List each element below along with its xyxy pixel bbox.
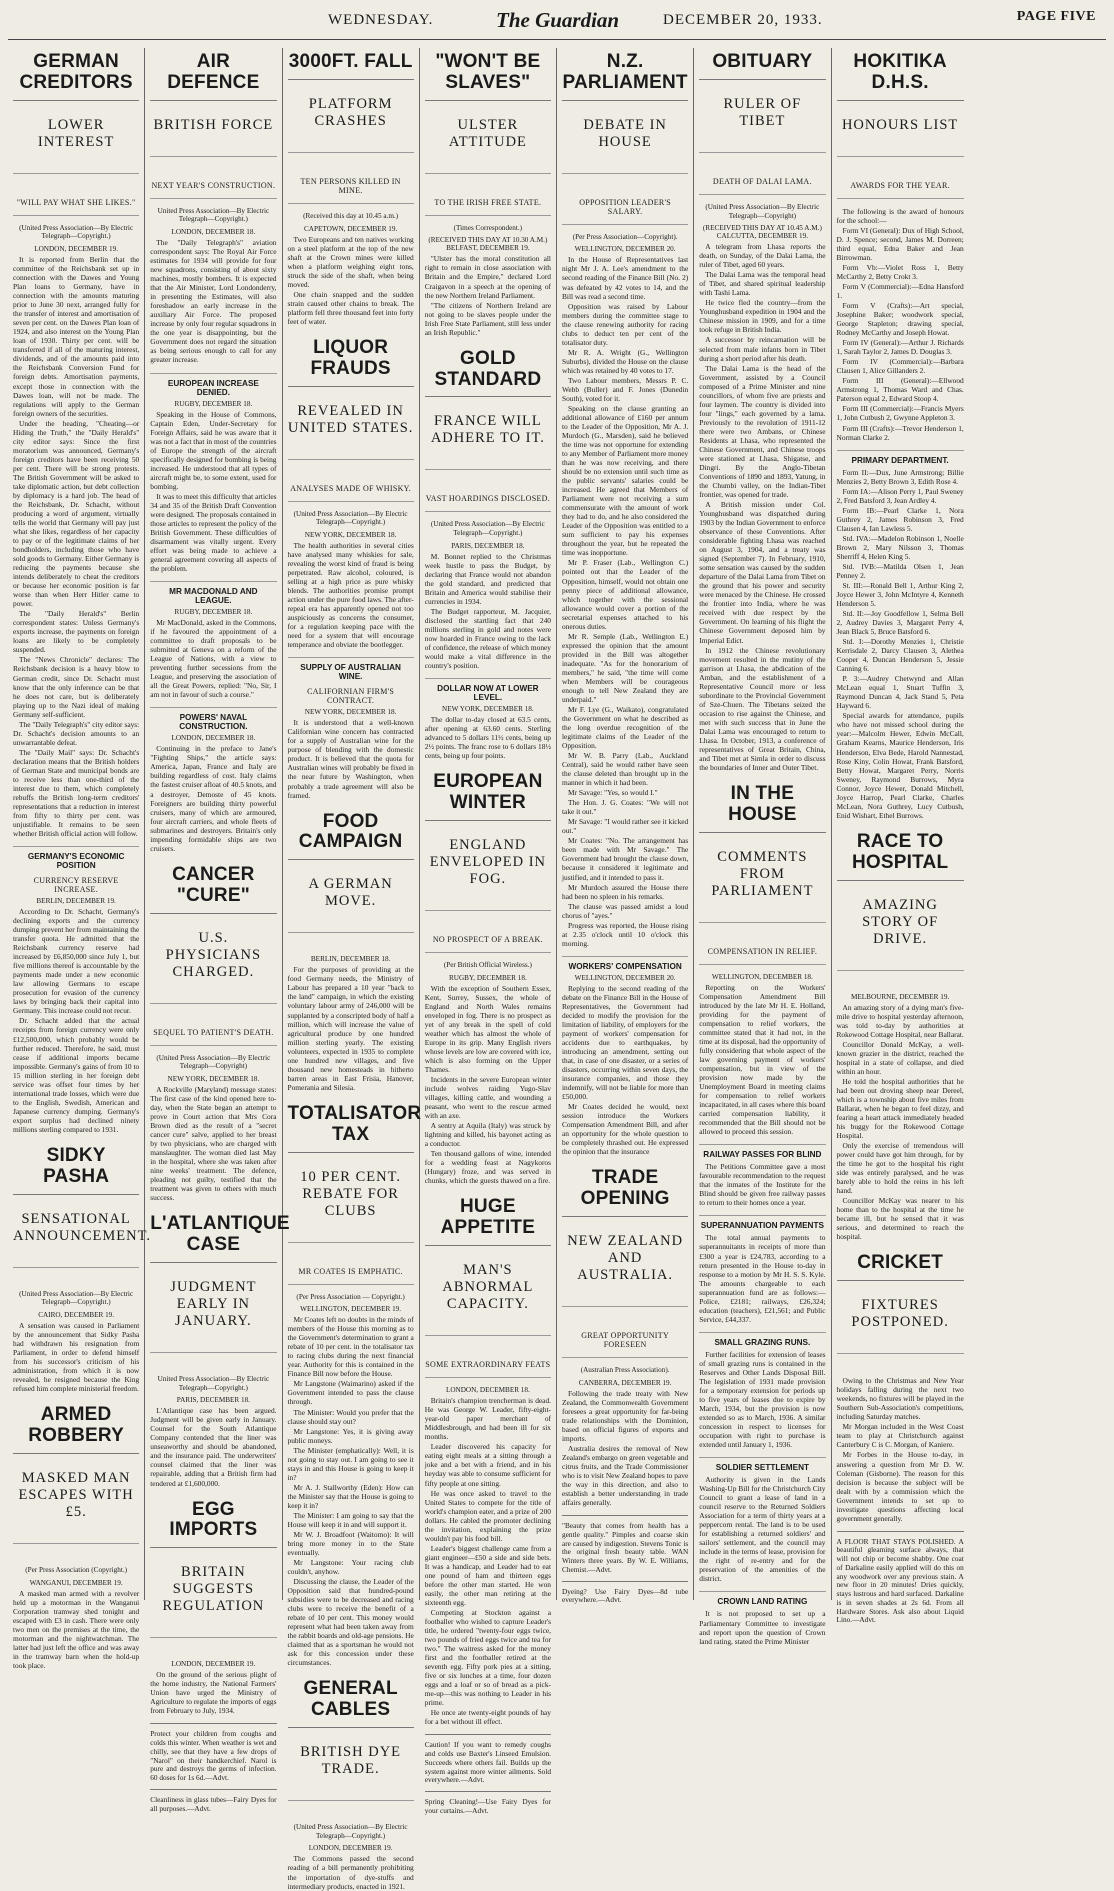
press-credit: (United Press Association—By Electric Telegraph—Copyright.) <box>293 1823 408 1840</box>
paragraph: The "Daily Mail" says: Dr. Schacht's declaration means that the British holders of German State and municipal bonds are to receive less than one-third of the interest due to them, which completely rebuffs the British long-term creditors' representations that a reduction in interest from fifty to thirty per cent. was unjustifiable. It remains to be seen whether British official action will follow. <box>13 747 140 839</box>
article <box>699 780 825 1136</box>
press-credit: (Per British Official Wireless.) <box>443 961 532 970</box>
subheading: CALIFORNIAN FIRM'S CONTRACT. <box>307 687 395 706</box>
subheading: SOLDIER SETTLEMENT <box>699 1457 825 1472</box>
article <box>562 48 688 948</box>
dateline: LONDON, DECEMBER 18. <box>171 228 256 237</box>
columns <box>8 48 1106 1891</box>
subheading: OPPOSITION LEADER'S SALARY. <box>562 196 688 225</box>
paragraph: Mr Langstone (Waimarino) asked if the Government intended to pass the clause through. <box>287 1379 414 1407</box>
paragraph: Mr P. Fraser (Lab., Wellington C.) pointed out that the Leader of the Opposition, himself, would not obtain one penny piece of additional allowance, which together with the sessional allowance would cover a portion of the secretarial expenses attached to his onerous duties. <box>562 558 689 631</box>
paragraph: A successor by reincarnation will be selected from male infants born in Tibet during a short period after his death. <box>699 335 826 363</box>
press-credit: (Times Correspondent.) <box>453 223 523 232</box>
subheading: U.S. PHYSICIANS CHARGED. <box>150 922 276 1004</box>
paragraph: The Petitions Committee gave a most favourable recommendation to the request that the inmates of the Institute for the Blind should be given free railway passes to return to their homes once a year. <box>699 1162 826 1208</box>
paragraph: Councillor McKay was nearer to his home than to the hospital at the time he became ill, but he sensed that it was serious, and determined to reach the hospital. <box>836 1196 964 1242</box>
paragraph: One chain snapped and the sudden strain caused other chains to break. The platform fell three thousand feet into forty feet of water. <box>287 289 414 326</box>
subheading: MAN'S ABNORMAL CAPACITY. <box>425 1254 551 1336</box>
paragraph: With the exception of Southern Essex, Kent, Surrey, Sussex, the whole of England and North Wales remains enveloped in fog. There is no prospect as yet of any break in the spell of cold weather which has almost the whole of Europe in its grip. Many English rivers whose levels are low are covered with ice, which is also forming on the Upper Thames. <box>424 983 551 1075</box>
paragraph: Form V (Crafts):—Art special, Josephine Baker; woodwork special, George Stapleton; drawing special, Rodney McCarthy and Joseph Howat. <box>836 301 964 338</box>
press-credit: (Per Press Association—Copyright). <box>572 232 678 241</box>
paragraph: Std. I:—Dorothy Menzies 1, Christie Kerrisdale 2, Darcy Clausen 3, Alethea Cooper 4, Duncan Henderson 5, Jessie Canning 6. <box>836 637 964 674</box>
paragraph: Mr Murdoch assured the House there had been no spleen in his remarks. <box>562 882 689 901</box>
paragraph: The Minister (emphatically): Well, it is not going to stay out. I am going to see it stays in and this House is going to keep it in? <box>287 1445 414 1482</box>
subheading: SMALL GRAZING RUNS. <box>699 1332 825 1347</box>
paragraph: Form III (General):—Ellwood Armstrong 1, Thomas Ward and Chas. Paterson equal 2, Edward Stoop 4. <box>836 376 964 404</box>
paragraph: Discussing the clause, the Leader of the Opposition said that hundred-pound subsidies were to be decreased and racing clubs were to receive the benefit of a rebate of 10 per cent. This money would represent what had been taken away from the rabbit boards and old-age pensions. He claimed that as a sportsman he would not ask for this concession under these circumstances. <box>287 1577 414 1668</box>
paragraph: Following the trade treaty with New Zealand, the Commonwealth Government foresees a great opportunity for far-being trade relationships with the Dominion, based on official figures of exports and imports. <box>562 1388 689 1443</box>
paragraph: Form IA:—Alison Perry 1, Paul Sweney 2, Fred Batsford 3, Jean Ardley 4. <box>836 486 964 505</box>
paragraph: Further facilities for extension of leases of small grazing runs is contained in the Reserves and Other Lands Disposal Bill. The legislation of 1931 made provision for a temporary extension for periods up to five years of leases due to expire by March, 1934, but the provision is now extended so as to March, 1936. A similar concession in respect to licenses for occupation with right to purchase is extended until January 1, 1936. <box>699 1349 826 1450</box>
paragraph: P. 3:—Audrey Chetwynd and Allan McLean equal 1, Stuart Tuffin 3, Raymond Duncan 4, Jack Stand 5, Peta Hayward 6. <box>836 674 964 711</box>
paragraph: A British mission under Col. Younghusband was dispatched during 1903 by the Indian Government to enforce observance of these Conventions. After considerable fighting Lhasa was reached on August 3, 1904, and a treaty was signed (September 7). In February, 1910, some sensation was caused by the sudden departure of the Dalai Lama from Tibet on the ground that his power and security were menaced by the Chinese. He crossed the frontier into India, where he was received with due respect by the Government. On learning of his flight the Chinese Government deposed him by Imperial Edict. <box>699 500 826 645</box>
press-credit: (Australian Press Association). <box>580 1366 670 1375</box>
column-3 <box>283 48 422 1891</box>
headline: IN THE HOUSE <box>699 780 825 833</box>
article <box>150 1210 290 1488</box>
subheading: TO THE IRISH FREE STATE. <box>425 196 551 216</box>
column-5 <box>557 48 694 1605</box>
subheading: GREAT OPPORTUNITY FORESEEN <box>562 1329 688 1358</box>
press-credit: United Press Association—By Electric Telegraph—Copyright.) <box>157 1374 270 1392</box>
advertisement: Spring Cleaning!—Use Fairy Dyes for your curtains.—Advt. <box>425 1791 551 1816</box>
paragraph: Mr R. Semple (Lab., Wellington E.) expressed the opinion that the amount provided in the Bill was altogether inadequate. "As for the honorarium of members," he said, "the time will come when Members will be courageous enough to tell New Zealand they are underpaid." <box>562 631 689 704</box>
article <box>562 1164 688 1507</box>
paragraph: The Minister: Would you prefer that the clause should stay out? <box>287 1407 414 1426</box>
paragraph: Mr A. J. Stallworthy (Eden): How can the Minister say that the House is going to keep it in? <box>287 1482 414 1510</box>
dateline: WANGANUI, DECEMBER 19. <box>29 1578 123 1587</box>
article <box>150 48 276 365</box>
paragraph: Mr Morgan included in the West Coast team to play at Christchurch against Canterbury C is C. Morgan, of Kaniere. <box>836 1422 964 1450</box>
paragraph: M. Bonnet replied to the Christmas week hustle to pass the Budget, by declaring that France would not abandon the gold standard, and predicted that Britain and America would stabilise their currencies in 1934. <box>424 551 551 606</box>
paragraph: Std. IVB:—Matilda Olsen 1, Jean Penney 2. <box>836 561 964 580</box>
paragraph: He once ate twenty-eight pounds of hay for a bet without ill effect. <box>424 1708 551 1727</box>
subheading: DEBATE IN HOUSE <box>562 109 688 174</box>
paragraph: Opposition was raised by Labour members during the committee stage to the clause renewing authority for racing clubs to deduct ten per cent of the totalisator duty. <box>562 301 689 347</box>
paragraph: Two Europeans and ten natives working on a steel platform at the top of the new shaft at the Crown mines were killed when a platform weighing eight tons, struck the side of the shaft, when being moved. <box>287 234 414 289</box>
dateline: LONDON, DECEMBER 19. <box>308 1844 393 1853</box>
paragraph: Form IB:—Pearl Clarke 1, Nora Guthrey 2, James Robinson 3, Fred Clausen 4, Ian Lawless 5. <box>836 505 964 533</box>
paragraph: A sentry at Aquila (Italy) was struck by lightning and killed, his bayonet acting as a conductor. <box>424 1121 551 1149</box>
article <box>288 48 414 326</box>
subheading: AMAZING STORY OF DRIVE. <box>837 889 964 971</box>
headline: 3000FT. FALL <box>288 48 414 80</box>
dateline: RUGBY, DECEMBER 18. <box>174 399 253 408</box>
dateline: WELLINGTON, DECEMBER 19. <box>300 1305 402 1314</box>
paragraph: The Minister: I am going to say that the House will keep it in and will support it. <box>287 1510 414 1529</box>
article <box>288 1675 414 1890</box>
subheading: PLATFORM CRASHES <box>288 88 414 153</box>
paragraph: Form Vb:—Violet Ross 1, Betty McCarthy 2, Betty Crokt 3. <box>836 262 964 281</box>
paragraph: The Commons passed the second reading of a bill permanently prohibiting the importation of dye-stuffs and intermediary products, enacted in 1921. <box>287 1854 414 1891</box>
subheading: WORKERS' COMPENSATION <box>562 956 688 971</box>
article <box>699 1332 825 1449</box>
article <box>288 657 414 799</box>
paragraph: Competing at Stockton against a footballer who wished to capture Leader's title, he ordered "twenty-four eggs twice, two pounds of fried eggs twice and tea for two." The waitress asked for the money first and the footballer retired at the seventh egg. Fifty pork pies at a sitting, five or six lunches at a time, four dozen eggs and a loaf or so of bread as a pick-me-up—this was nothing to Leader in his prime. <box>424 1607 551 1708</box>
dateline: (RECEIVED THIS DAY AT 10.30 A.M.) BELFAST, DECEMBER 19. <box>428 236 548 253</box>
masthead-date: DECEMBER 20, 1933. <box>663 12 823 28</box>
paragraph: Progress was reported, the House rising at 2.35 o'clock until 10 o'clock this morning. <box>562 920 689 948</box>
press-credit: (United Press Association—By Electric Telegraph—Copyright.) <box>19 1289 134 1307</box>
headline: L'ATLANTIQUE CASE <box>150 1210 276 1263</box>
paragraph: Form V (Commercial):—Edna Hansford 1. <box>836 282 964 301</box>
subheading: "WILL PAY WHAT SHE LIKES." <box>13 196 139 216</box>
article <box>150 861 276 1202</box>
subheading: DEATH OF DALAI LAMA. <box>699 175 825 195</box>
headline: EGG IMPORTS <box>150 1496 276 1549</box>
paragraph: Speaking on the clause granting an additional allowance of £160 per annum to the Leader of the Opposition, Mr A. J. Murdoch (G., Marsden), said he believed the time was not opportune for extending to any Member of Parliament more money than he was now receiving, and there should be no extension until such time as the public servants' salaries could be increased. He agreed that Members of Parliament were not receiving a sum commensurate with the amount of work they had to do, and he also considered the Leader of the Opposition was entitled to a sum sufficient to pay his expenses throughout the year, but he repeated the time was inopportune. <box>562 403 689 558</box>
article <box>287 1100 422 1668</box>
paragraph: Replying to the second reading of the debate on the Finance Bill in the House of Representatives, the Government had decided to modify the provision for the limitation of liability, of employers for the payment of workers' compensation for accidents due to earthquakes, by introducing an amendment, setting out that, in case of one disaster, or a series of disasters, occurring within seven days, the insurance companies, and those they indemnify, will not be liable for more than £50,000. <box>562 983 689 1102</box>
subheading: RULER OF TIBET <box>699 88 825 153</box>
article <box>425 768 551 1185</box>
paragraph: He twice fled the country—from the Younghusband expedition in 1904 and the Chinese mission in 1909, and for a time took refuge in British India. <box>699 298 826 335</box>
paragraph: Mr R. A. Wright (G., Wellington Suburbs), divided the House on the clause which was retained by 40 votes to 17. <box>562 347 689 375</box>
paragraph: The total annual payments to superannuitants in receipts of more than £300 a year is £24,783, according to a return presented in the House to-day in response to a motion by Mr H. S. S. Kyle. The amounts chargeable to each superannuation fund are as follows:—Police, £2181; railways, £26,324; education (teachers), £21,561; and Public Service, £44,337. <box>699 1233 826 1324</box>
advertisement: Protect your children from coughs and colds this winter. When weather is wet and chilly, see that they have a few drops of "Narol" on their handkerchief. Narol is pure and destroys the germs of infection. 60 doses for 1s 6d.—Advt. <box>150 1723 276 1783</box>
press-credit: (United Press Association—By Electric Telegraph—Copyright.) <box>430 520 545 538</box>
paragraph: The "Daily Herald's" Berlin correspondent states: Unless Germany's exports increase, the payments on foreign loans are likely to be completely suspended. <box>13 609 140 655</box>
article <box>13 1142 151 1394</box>
subheading: HONOURS LIST <box>837 109 964 157</box>
paragraph: Only the exercise of tremendous will power could have got him through, for by the time he got to the hospital his right side was entirely paralysed, and he was barely able to hold the reins in his left hand. <box>836 1141 964 1196</box>
paragraph: According to Dr. Schacht, Germany's declining exports and the currency dumping prevent her from maintaining the transfer quota. He admitted that the Reichsbank currency reserve had increased by £6,850,000 since July 1, but five millions thereof is accountable by the payments made under a new economic law allowing Germans to escape prosecution for evasion of the currency laws by bringing back their capital into Germany. This increase could not recur. <box>13 907 140 1016</box>
subheading: SUPPLY OF AUSTRALIAN WINE. <box>288 657 414 681</box>
article <box>150 707 276 852</box>
paragraph: "The citizens of Northern Ireland are not going to be slaves people under the Irish Free State Parliament, still less under an Irish Republic." <box>424 300 551 337</box>
headline: "WON'T BE SLAVES" <box>425 48 551 101</box>
press-credit: (United Press Association—By Electric Telegraph—Copyright) <box>705 202 820 220</box>
headline: GERMAN CREDITORS <box>13 48 139 101</box>
dateline: WELLINGTON, DECEMBER 20. <box>574 245 676 254</box>
paragraph: He was once asked to travel to the United States to compete for the title of world's champion eater, and a prize of 200 dollars. He cabled the promoter declining the invitation, explaining the prize wouldn't pay his food bill. <box>424 1488 551 1543</box>
paragraph: It is understood that a well-known Californian wine concern has contracted for a supply of Australian wine for the purpose of blending with the domestic product. It is believed that the quota for Australian wines will probably be fixed in the near future by Washington, when probably a trade agreement will also be framed. <box>287 718 414 800</box>
subheading: CURRENCY RESERVE INCREASE. <box>33 876 119 895</box>
subheading: NO PROSPECT OF A BREAK. <box>425 933 551 953</box>
column-1 <box>8 48 151 1670</box>
subheading: A GERMAN MOVE. <box>288 868 414 933</box>
subheading: VAST HOARDINGS DISCLOSED. <box>425 492 551 512</box>
paragraph: Std. II:—Joy Goodfellow 1, Selma Bell 2, Audrey Davies 3, Margaret Perry 4, Jean Black 5, Bruce Batsford 6. <box>836 609 964 637</box>
dateline: LONDON, DECEMBER 18. <box>171 734 256 743</box>
dateline: MELBOURNE, DECEMBER 19. <box>851 992 950 1001</box>
dateline: BERLIN, DECEMBER 19. <box>36 897 116 906</box>
advertisement: Cleanliness in glass tubes—Fairy Dyes for all purposes.—Advt. <box>150 1789 276 1814</box>
headline: N.Z. PARLIAMENT <box>562 48 688 101</box>
advertisement: "Beauty that comes from health has a gentle quality." Pimples and coarse skin are caused by indigestion. Stevens Tonic is the original fresh beauty table. WAN Winters three years. By W. E. Williams, Chemist.—Advt. <box>562 1515 688 1575</box>
paragraph: Special awards for attendance, pupils who have not missed school during the year:—Malcolm Hewer, Edwin McCall, Graham Kearns, Maurice Henderson, Iris Henderson, Elva Bede, Harold Nannestad, Rose Kiny, Colin Howat, Frank Batsford, Betty Howat, Margaret Perry, Norris Sweney, Raymond Burrows, Myra Connor, Joyce Hewer, Donald Mitchell, Joyce Harrop, Pearl Clarke, Charles McLean, Nora Guthrey, Lucy Cutbush, Enid Wishart, Ethel Burrows. <box>836 711 964 820</box>
subheading: MR MACDONALD AND LEAGUE. <box>150 581 276 605</box>
paragraph: Mr MacDonald, asked in the Commons, if he favoured the appointment of a committee to draft proposals to be submitted at Geneva on a reform of the League of Nations, with a view to preventing further secessions from the League, and preserving the association of all the Great Powers, replied: "No, Sir, I am not in favour of such a course." <box>150 618 277 700</box>
article <box>699 1215 825 1323</box>
article <box>13 48 139 838</box>
subheading: FRANCE WILL ADHERE TO IT. <box>425 405 551 470</box>
subheading: BRITISH FORCE <box>150 109 276 157</box>
dateline: (RECEIVED THIS DAY AT 10.45 A.M.) CALCUTTA, DECEMBER 19. <box>702 224 822 241</box>
subheading: NEW ZEALAND AND AUSTRALIA. <box>562 1225 688 1307</box>
press-credit: (United Press Association—By Electric Telegraph—Copyright) <box>156 1053 271 1071</box>
subheading: MASKED MAN ESCAPES WITH £5. <box>13 1462 139 1544</box>
subheading: SOME EXTRAORDINARY FEATS <box>425 1358 551 1378</box>
subheading: BRITISH DYE TRADE. <box>288 1736 414 1801</box>
article <box>13 1401 139 1670</box>
column-6 <box>694 48 831 1646</box>
article <box>699 48 825 772</box>
dateline: PARIS, DECEMBER 18. <box>176 1396 250 1405</box>
paragraph: Under the heading, "Cheating—or Hiding the Truth," the "Daily Herald's" city editor says: Since the first moratorium was announced, Germany's foreign creditors have been receiving 50 per cent. There will be strong protests. The British Government will be asked to take diplomatic action, but debt collection by diplomacy is a hard job. The head of the Reichsbank, Dr. Schacht, without producing a word of argument, virtually tells the world that Germany will pay just what she likes, regardless of her capacity to pay or of the legitimate claims of her bondholders, including those who have sold goods to Germany. Either Germany is reducing the payments because she intends deliberately to cheat the creditors or because her economic position is far worse than when Herr Hitler came to power. <box>13 418 140 609</box>
paragraph: A telegram from Lhasa reports the death, on Sunday, of the Dalai Lama, the ruler of Tibet, aged 60 years. <box>699 242 826 270</box>
paragraph: Mr W. J. Broadfoot (Waitomo): It will bring more money in to the State eventually. <box>287 1529 414 1557</box>
advertisement: Caution! If you want to remedy coughs and colds use Baxter's Linseed Emulsion. Succeeds where others fail. Builds up the system against more winter ailments. Sold everywhere.—Advt. <box>425 1734 551 1785</box>
subheading: SEQUEL TO PATIENT'S DEATH. <box>150 1026 276 1046</box>
paragraph: Form IV (Commercial):—Barbara Clausen 1, Alice Gillanders 2. <box>836 357 964 376</box>
subheading: BRITAIN SUGGESTS REGULATION <box>150 1556 276 1638</box>
paragraph: He told the hospital authorities that he had been out droving sheep near Dereel, which is a township about five miles from Ballarat, when he began to feel dizzy, and fearing a heart attack immediately headed his buggy for the Rokewood Cottage Hospital. <box>836 1076 964 1140</box>
subheading: JUDGMENT EARLY IN JANUARY. <box>150 1271 276 1353</box>
paragraph: Leader discovered his capacity for eating eight meals at a sitting through a joke and a bet with a friend, and in his heyday was able to consume sufficient for fifty people at one sitting. <box>424 1442 551 1488</box>
dateline: NEW YORK, DECEMBER 18. <box>304 708 397 717</box>
headline: TOTALISATOR TAX <box>288 1100 414 1153</box>
paragraph: It is reported from Berlin that the committee of the Reichsbank set up in connection with the Dawes and Young Plan loans to Germany, have in connection with the amounts maturing prior to June 30 next, arranged fully for the transfer of interest and amortisation of seven per cent. on the Dawes Plan loan of 1924, and also interest on the Young Plan loan of 1930. Thirty per cent. will be transferred if all of the maturing interest, dividends, and of the amounts paid into the Reichsbank Conversion Fund for foreign debts. Amortisation payments, except those in connection with the Dawes loan, will not be made. The regulations will apply to the German foreign owners of the securities. <box>13 255 140 418</box>
subheading: ENGLAND ENVELOPED IN FOG. <box>425 829 551 911</box>
headline: LIQUOR FRAUDS <box>288 334 414 387</box>
paragraph: For the purposes of providing at the food Germany needs, the Ministry of Labour has prepared a 10 year "back to the land" campaign, in which the existing voluntary labour army of 246,000 will be supplanted by a conscripted body of half a million, which will increase the value of agricultural produce by one hundred million sterling yearly. The existing volunteers, expected in 1935 to complete one hundred new villages, and five thousand new homesteads in hitherto barren areas in East Frisia, Hanover, Pomerania and Silesia. <box>287 965 414 1092</box>
dateline: NEW YORK, DECEMBER 18. <box>442 705 534 714</box>
subheading: ANALYSES MADE OF WHISKY. <box>288 482 414 502</box>
press-credit: (United Press Association—By Electric Telegraph—Copyright.) <box>293 509 408 527</box>
headline: CANCER "CURE" <box>150 861 276 914</box>
paragraph: L'Atlantique case has been argued. Judgment will be given early in January. Counsel for the South Atlantique Company contended that the liner was unseaworthy and should be abandoned, and the insurance paid. The underwriters' counsel claimed that the liner was repairable, adding that a British firm had tendered at £1,600,000. <box>150 1406 277 1488</box>
paragraph: The health authorities in several cities have analysed many whiskies for sale, revealing the worst kind of fraud is being perpetrated. Raw alcohol, coloured, is selling at a high price as pure whisky blends. The authorities promise prompt action under the pure food laws. The after-repeal era has apparently opened not too auspiciously as concerns the consumer, for a regulation keeping pace with the need for a system that will encourage temperance and obviate the bootlegger. <box>287 540 414 650</box>
press-credit: (Per Press Association (Copyright.) <box>25 1565 128 1574</box>
headline: TRADE OPENING <box>562 1164 688 1217</box>
headline: GOLD STANDARD <box>425 345 551 398</box>
paragraph: A sensation was caused in Parliament by the announcement that Sidky Pasha had withdrawn his resignation from Parliament, in order to defend himself from his successor's criticism of his administration, from which it is now revealed, he resigned because the King refused him complete ministerial freedom. <box>13 1320 140 1394</box>
subheading: DOLLAR NOW AT LOWER LEVEL. <box>425 678 551 702</box>
paragraph: Mr Coates left no doubts in the minds of members of the House this morning as to the Government's determination to grant a rebate of 10 per cent. in the totalisator tax to racing clubs during the next financial year. Authority for this is contained in the Finance Bill now before the House. <box>287 1315 414 1379</box>
subheading: GERMANY'S ECONOMIC POSITION <box>13 846 139 870</box>
paragraph: It was to meet this difficulty that articles 34 and 35 of the British Draft Convention were designed. The proposals contained in those articles to represent the policy of the British Government. These difficulties of disarmament was vitally urgent. Every effort was being made to achieve a general agreement covering all aspects of the problem. <box>150 491 277 574</box>
headline: OBITUARY <box>699 48 825 80</box>
paragraph: Owing to the Christmas and New Year holidays falling during the next two weekends, no fixtures will be played in the Southern Sub-Association's competitions, including Saturday matches. <box>836 1376 964 1422</box>
dateline: NEW YORK, DECEMBER 18. <box>304 530 397 539</box>
headline: AIR DEFENCE <box>150 48 276 101</box>
paragraph: The following is the award of honours for the school:— <box>836 206 964 225</box>
article <box>699 1591 825 1645</box>
dateline: PARIS, DECEMBER 18. <box>451 541 525 550</box>
paragraph: The Dalai Lama is the head of the Government, assisted by a Council composed of a Prime Minister and nine councillors, of whom five are priests and four laymen. The country is divided into four "lings," each governed by a lama. Previously to the revolution of 1911-12 there were two Ambans, or Chinese Residents at Lhasa, who represented the Chinese Government, and Chinese troops were stationed at Lhasa, Shigatse, and Dingri. By the Anglo-Tibetan Conventions of 1890 and 1893, Yatung, in the Chumbi valley, on the Indian-Tibet frontier, was opened for trade. <box>699 363 826 500</box>
paragraph: Form IV (General):—Arthur J. Richards 1, Sarah Taylor 2, James D. Douglas 3. <box>836 338 964 357</box>
subheading: COMMENTS FROM PARLIAMENT <box>699 841 825 923</box>
paragraph: The "Daily Telegraph's" city editor says: Dr. Schacht's decision amounts to an unwarrantable defeat. <box>13 719 140 747</box>
subheading: CROWN LAND RATING <box>699 1591 825 1606</box>
paragraph: Reporting on the Workers' Compensation Amendment Bill introduced by the late Mr H. E. Holland, providing for the payment of compensation to relief workers, the committee stated that it had not, in the time at its disposal, had the opportunity of fully considering that whole aspect of the law governing payment of workers' compensation, but in view of the provision now made by the Unemployment Board in meeting claims for compensation to relief workers incapacitated, in all cases where this board carried compensation liability, it recommended that the Bill should not be allowed to proceed this session. <box>699 982 826 1137</box>
paragraph: Two Labour members, Messrs P. C. Webb (Buller) and F. Jones (Dunedin South), voted for it. <box>562 375 689 403</box>
subheading: COMPENSATION IN RELIEF. <box>699 945 825 965</box>
headline: SIDKY PASHA <box>13 1142 139 1195</box>
subheading: SUPERANNUATION PAYMENTS <box>699 1215 825 1230</box>
paragraph: Britain's champion trencherman is dead. He was George W. Leader, fifty-eight-year-old paper merchant of Middlesbrough, and had been ill for six months. <box>424 1396 551 1442</box>
paragraph: Mr Langstone: Your racing club couldn't, anyhow. <box>287 1558 414 1577</box>
article <box>425 678 551 760</box>
paragraph: In 1912 the Chinese revolutionary movement resulted in the mutiny of the garrison at Lhasa, the abdication of the Amban, and the establishment of a Representative Council more or less subordinate to the Provincial Government of Sze-Chuen. The Tibetans seized the occasion to rise against the Chinese, and met with such success that in June the Dalai Lama was encouraged to return to Lhasa. In October, 1913, a conference of representatives of Great Britain, China, and Tibet met at Simla in order to discuss the boundaries of Inner and Outer Tibet. <box>699 645 826 772</box>
paragraph: The Hon. J. G. Coates: "We will not take it out." <box>562 798 689 817</box>
press-credit: (Received this day at 10.45 a.m.) <box>303 211 399 220</box>
subheading: AWARDS FOR THE YEAR. <box>837 179 964 199</box>
masthead-day: WEDNESDAY. <box>328 12 434 28</box>
subheading: TEN PERSONS KILLED IN MINE. <box>288 175 414 204</box>
press-credit: United Press Association—By Electric Telegraph—Copyright.) <box>157 206 270 224</box>
article <box>150 1496 276 1716</box>
headline: CRICKET <box>837 1249 964 1281</box>
article <box>837 48 964 442</box>
press-credit: (United Press Association—By Electric Telegraph—Copyright.) <box>19 223 134 241</box>
article <box>562 956 688 1157</box>
subheading: LOWER INTEREST <box>13 109 139 174</box>
paragraph: Speaking in the House of Commons, Captain Eden, Under-Secretary for Foreign Affairs, said he was aware that it was not a fact that in most of the countries of Europe the strength of the aircraft specifically designed for bombing is being increased. He understood that all types of aircraft might be, to some extent, used for bombing. <box>150 409 277 491</box>
dateline: NEW YORK, DECEMBER 18. <box>167 1074 260 1083</box>
paragraph: The "News Chronicle" declares: The Reichsbank decision is a heavy blow to German credit, since Dr. Schacht must know that the only inference can be that he does not care, but is deliberately playing up to the Nazi ideal of making Germany self-sufficient. <box>13 655 140 719</box>
subheading: EUROPEAN INCREASE DENIED. <box>150 373 276 397</box>
subheading: SENSATIONAL ANNOUNCEMENT. <box>13 1203 139 1268</box>
article <box>837 1249 964 1522</box>
headline: HUGE APPETITE <box>425 1193 551 1246</box>
column-4 <box>420 48 557 1815</box>
article <box>13 846 139 1134</box>
article <box>425 1193 551 1726</box>
headline: HOKITIKA D.H.S. <box>837 48 964 101</box>
masthead <box>8 6 1106 40</box>
dateline: BERLIN, DECEMBER 18. <box>310 955 391 964</box>
paragraph: Mr Savage: "Yes, so would I." <box>568 788 658 798</box>
subheading: POWERS' NAVAL CONSTRUCTION. <box>150 707 276 731</box>
advertisement: Dyeing? Use Fairy Dyes—8d tube everywhere.—Advt. <box>562 1581 688 1606</box>
article <box>425 345 551 670</box>
column-2 <box>145 48 290 1813</box>
paragraph: Authority is given in the Lands Washing-Up Bill for the Christchurch City Council to grant a lease of land in a council reserve to the Returned Soldiers Association for a term of thirty years at a peppercorn rental. The land is to be used for establishing a returned soldiers' and sailors' settlement, and the council may include in the terms of lease, provision for the right of re-entry and for the preservation of the amenities of the district. <box>699 1475 826 1584</box>
paragraph: Incidents in the severe European winter include wolves raiding Yugo-Slav villages, killing cattle, and wounding a peasant, who went to the rescue armed with an axe. <box>424 1075 551 1121</box>
article <box>150 581 276 699</box>
paragraph: Mr Langstone: Yes, it is giving away public moneys. <box>287 1426 414 1445</box>
dateline: RUGBY, DECEMBER 18. <box>449 973 527 982</box>
headline: GENERAL CABLES <box>288 1675 414 1728</box>
paragraph: St. III:—Ronald Bell 1, Arthur King 2, Joyce Hewer 3, John McIntyre 4, Kenneth Henderson 5. <box>836 580 964 608</box>
paragraph: Mr Coates decided he would, next session introduce the Workers Compensation Amendment Bill, and after an opportunity for the whole question to be completely thrashed out. He expressed the opinion that the insurance <box>562 1102 689 1157</box>
dateline: WELLINGTON, DECEMBER 18. <box>711 972 813 981</box>
dateline: LONDON, DECEMBER 19. <box>171 1660 256 1669</box>
article <box>288 334 414 649</box>
paragraph: Leader's biggest challenge came from a giant engineer—£50 a side and side bets. It was a handicap, and Leader had to eat one pound of ham and thirteen eggs before the other man started. He won easily, the other man retiring at the sixteenth egg. <box>424 1543 551 1607</box>
paragraph: Mr Savage: "I would rather see it kicked out." <box>562 817 689 836</box>
paragraph: Mr Coates: "No. The arrangement has been made with Mr Savage." The Government had brought the clause down, because it considered it legitimate and justified, and it intended to pass it. <box>562 836 689 882</box>
paragraph: Councillor Donald McKay, a well-known grazier in the district, reached the hospital in a state of collapse, and died within an hour. <box>836 1039 964 1076</box>
subheading: ULSTER ATTITUDE <box>425 109 551 174</box>
dateline: CAPETOWN, DECEMBER 19. <box>303 224 398 233</box>
advertisement: A FLOOR THAT STAYS POLISHED. A beautiful gleaming surface always, that will not chip or become shabby. One coat of Darkaline easily applied will do this on any woodwork over any previous stain. A new floor in 20 minutes! Dries quickly, stays lustrous and hard surfaced. Darkaline is in seven shades at 2s 6d. From all Hardware Stores. Ask also about Liquid Lino.—Advt. <box>837 1531 964 1626</box>
dateline: RUGBY, DECEMBER 18. <box>174 608 253 617</box>
paragraph: A masked man armed with a revolver held up a motorman in the Wanganui Corporation tramway shed tonight and escaped with £3 in cash. There were only two men on the premises at the time, the motorman and the nightwatchman. The latter had just left the office and was away in the tramway barn when the hold-up took place. <box>13 1588 140 1670</box>
page-number: PAGE FIVE <box>1016 9 1096 24</box>
press-credit: (Per Press Association — Copyright.) <box>296 1292 405 1301</box>
subheading: MR COATES IS EMPHATIC. <box>288 1265 414 1285</box>
paragraph: Ten thousand gallons of wine, intended for a wedding feast at Nagykoros (Hungary) froze, and was served in chunks, which the guests thawed on a fire. <box>424 1149 551 1186</box>
subheading: REVEALED IN UNITED STATES. <box>288 395 414 460</box>
paragraph: Australia desires the removal of New Zealand's embargo on green vegetable and citrus fruits, and the Trade Commissioner who is to visit New Zealand hopes to pave the way in this direction, and also to establish a better understanding in trade affairs generally. <box>562 1443 689 1508</box>
subheading: FIXTURES POSTPONED. <box>837 1289 964 1354</box>
paragraph: Mr W. B. Parry (Lab., Auckland Central), said he would rather have seen the clause deleted than brought up in the manner in which it had been. <box>562 751 689 788</box>
headline: ARMED ROBBERY <box>13 1401 139 1454</box>
paragraph: It is not proposed to set up a Parliamentary Committee to investigate and report upon the question of Crown land rating, stated the Prime Minister <box>699 1609 826 1646</box>
headline: EUROPEAN WINTER <box>425 768 551 821</box>
article <box>699 1457 825 1583</box>
dateline: CANBERRA, DECEMBER 19. <box>578 1378 672 1387</box>
article <box>288 808 414 1092</box>
dateline: LONDON, DECEMBER 19. <box>34 245 119 254</box>
article <box>837 450 964 820</box>
paragraph: Form III (Crafts):—Trevor Henderson 1, Norman Clarke 2. <box>836 423 964 442</box>
paragraph: The dollar to-day closed at 63.5 cents, after opening at 63.60 cents. Sterling advanced to 5 dollars 11½ cents, being up 2½ points. The franc rose to 6 dollars 18½ cents, being up four points. <box>424 715 551 761</box>
paragraph: An amazing story of a dying man's five-mile drive to hospital yesterday afternoon, was told to-day by authorities at Rokewood Cottage Hospital, near Ballarat. <box>836 1002 964 1039</box>
headline: RACE TO HOSPITAL <box>837 828 964 881</box>
column-7 <box>832 48 969 1625</box>
paragraph: Form VI (General): Dux of High School, D. J. Spence; second, James M. Dorreen; third equal, Edna Baker and Jean Birrowman. <box>836 225 964 262</box>
paragraph: Dr. Schacht added that the actual receipts from foreign currency were only £12,500,000, which probably would be further reduced. Therefore, he said, must cease if additional imports became impossible. Germany's gains of from 10 to 15 million sterling in her foreign debt service was offset four times by her international trade losses, which were due to the English, Swedish, American and Japanese currency dumping. Germany's export surplus had declined ninety millions sterling compared to 1931. <box>13 1016 140 1134</box>
subheading: RAILWAY PASSES FOR BLIND <box>699 1144 825 1159</box>
paragraph: Form III (Commercial):—Francis Myers 1, John Cutbush 2, Gwynne Appleton 3. <box>836 404 964 423</box>
paragraph: In the House of Representatives last night Mr J. A. Lee's amendment to the second reading of the Finance Bill (No. 2) was defeated by 42 votes to 14, and the Bill was read a second time. <box>562 255 689 301</box>
paragraph: Mr F. Lye (G., Waikato), congratulated the Government on what he described as the long overdue recognition of the legitimate claims of the Leader of the Opposition. <box>562 704 689 751</box>
article <box>150 373 276 574</box>
dateline: WELLINGTON, DECEMBER 20. <box>574 973 676 982</box>
paragraph: The Budget rapporteur, M. Jacquier, disclosed the startling fact that 240 millions sterling in gold and notes were now hoarded in France owing to the lack of confidence, the release of which money would make a vital difference in the country's position. <box>424 606 551 671</box>
dateline: CAIRO, DECEMBER 19. <box>38 1310 115 1319</box>
paragraph: Std. IVA:—Madelon Robinson 1, Noelle Brown 2, Mary Nilsson 3, Thomas Sherriff 4, Helen King 5. <box>836 533 964 561</box>
subheading: 10 PER CENT. REBATE FOR CLUBS <box>288 1161 414 1243</box>
paragraph: On the ground of the serious plight of the home industry, the National Farmers' Union have urged the Ministry of Agriculture to regulate the imports of eggs from February to July, 1934. <box>150 1670 277 1716</box>
masthead-title: The Guardian <box>496 8 620 32</box>
paragraph: Continuing in the preface to Jane's "Fighting Ships," the article says: America, Japan, France and Italy are building regardless of cost. Italy claims the fastest cruiser afloat of 40.5 knots, and a destroyer, Demoste of 45 knots. Foreigners are building thirty powerful cruisers, many of which are armoured, four aircraft carriers, and whole fleets of submarines and destroyers. Britain's only impending formidable ships are two cruisers. <box>150 744 277 853</box>
paragraph: Mr Forbes in the House to-day, in answering a question from Mr D. W. Coleman (Gisborne). The reason for this decision is because the subject will be dealt with by a commission which the Government intends to set up to investigate questions affecting local government generally. <box>836 1450 964 1523</box>
paragraph: "Ulster has the moral constitution all right to remain in close association with Britain and the Empire," declared Lord Craigavon in a speech at the opening of the new Northern Ireland Parliament. <box>424 254 551 300</box>
article <box>699 1144 825 1207</box>
dateline: LONDON, DECEMBER 18. <box>445 1386 530 1395</box>
paragraph: A Rockville (Maryland) message states: The first case of the kind opened here to-day, when the State began an attempt to prove in Court action that Mrs Cora Brown died as the result of a "secret cancer cure" salve, applied to her breast by two physicians, who are charged with manslaughter. The woman died last May in the hospital, where she was taken after nine weeks' treatment. The defence, pleading not guilty, testified that the treatment was given to others with much success. <box>150 1084 277 1203</box>
article <box>837 828 964 1242</box>
paragraph: Form II:—Dux, June Armstrong; Billie Menzies 2, Betty Brown 3, Edith Rose 4. <box>836 467 964 486</box>
paragraph: The Dalai Lama was the temporal head of Tibet, and shared spiritual leadership with Tashi Lama. <box>699 270 826 298</box>
paragraph: The clause was passed amidst a loud chorus of "ayes." <box>562 901 689 920</box>
headline: FOOD CAMPAIGN <box>288 808 414 861</box>
article <box>425 48 551 337</box>
subheading: NEXT YEAR'S CONSTRUCTION. <box>150 179 276 199</box>
paragraph: The "Daily Telegraph's" aviation correspondent says: The Royal Air Force estimates for 1934 will provide for four new squadrons, consisting of about sixty machines, mostly bombers. It is expected that the Air Minister, Lord Londonderry, in presenting the Estimates, will also foreshadow an early increase in the auxiliary Air Force. The proposed increase by only four regular squadrons in the one year is disappointing, but the Government does not regard the situation as being serious enough to call for any greater increase. <box>150 238 277 365</box>
subheading: PRIMARY DEPARTMENT. <box>837 450 964 465</box>
